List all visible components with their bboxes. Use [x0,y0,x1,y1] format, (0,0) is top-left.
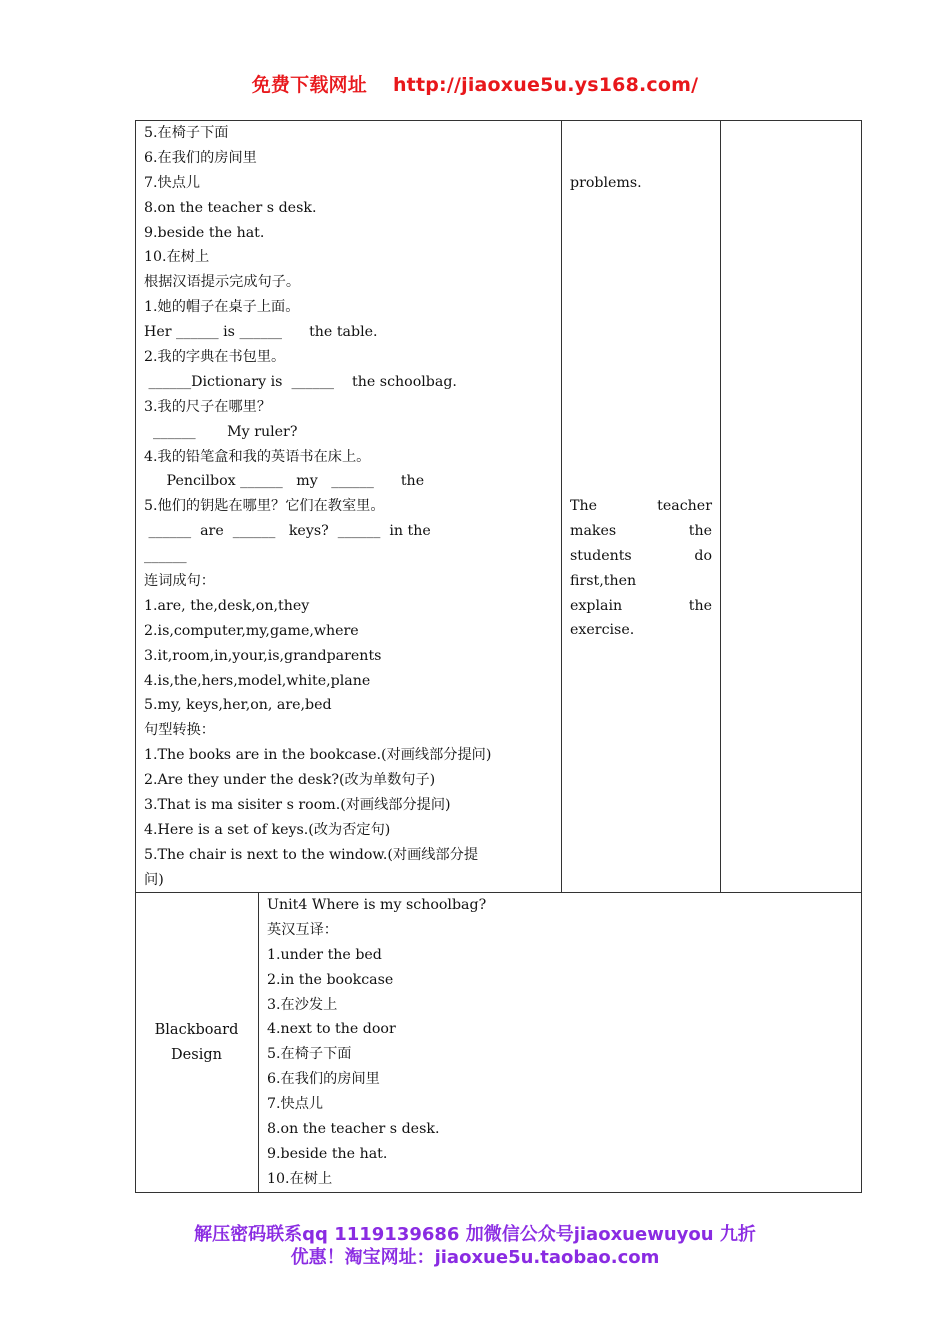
upper-col-divider-2 [720,120,721,892]
exercise-line: 根据汉语提示完成句子。 [144,274,301,291]
exercise-line: Pencilbox ______ my ______ the [144,473,425,490]
exercise-line: 3.That is ma sisiter s room.(对画线部分提问) [144,797,451,814]
method-word: exercise. [570,622,635,639]
exercise-line: 句型转换： [144,722,215,739]
blackboard-line: 英汉互译： [267,921,338,938]
method-word: first,then [570,572,637,589]
method-word: the [688,597,712,614]
middle-column-top [570,121,642,221]
method-word: teacher [657,498,712,514]
method-line [570,618,712,643]
exercise-line: 1.The books are in the bookcase.(对画线部分提问) [144,747,492,764]
method-line [570,569,712,594]
blackboard-line: 2.in the bookcase [267,971,394,988]
exercise-line: 7.快点儿 [144,174,201,191]
blackboard-label-line2: Design [171,1046,222,1063]
exercise-line: 2.我的字典在书包里。 [144,349,286,366]
method-word: The [570,498,597,514]
exercise-line: Her ______ is ______ the table. [144,324,378,341]
exercise-content [144,121,491,893]
exercise-line: 1.are, the,desk,on,they [144,597,310,614]
exercise-line: 5.The chair is next to the window.(对画线部分提 [144,846,479,863]
blackboard-line: 6.在我们的房间里 [267,1071,380,1088]
exercise-line: 2.Are they under the desk?(改为单数句子) [144,772,436,789]
exercise-line: 5.在椅子下面 [144,125,229,141]
header-label: 免费下载网址 [251,74,367,96]
lower-col-divider [258,892,259,1193]
footer-contact: 解压密码联系qq 1119139686 加微信公众号jiaoxuewuyou 九折 [194,1224,756,1245]
exercise-line: 1.她的帽子在桌子上面。 [144,299,300,316]
exercise-line: 5.他们的钥匙在哪里？它们在教室里。 [144,498,385,515]
method-line [570,519,712,544]
header-url[interactable]: http://jiaoxue5u.ys168.com/ [392,74,699,96]
method-word: explain [570,597,623,614]
exercise-line: 3.我的尺子在哪里？ [144,398,272,415]
blackboard-design-label [135,1018,258,1068]
exercise-line: 4.我的铅笔盒和我的英语书在床上。 [144,448,371,465]
exercise-line: 8.on the teacher s desk. [144,199,317,216]
blackboard-line: 10.在树上 [267,1170,333,1187]
method-word: makes [570,522,617,539]
method-word: do [694,547,712,564]
exercise-line: ______ are ______ keys? ______ in the [144,523,431,540]
blackboard-line: 3.在沙发上 [267,996,338,1013]
exercise-line: 9.beside the hat. [144,224,265,241]
blackboard-line: 7.快点儿 [267,1096,324,1113]
upper-col-divider-1 [561,120,562,892]
exercise-line: 5.my, keys,her,on, are,bed [144,697,332,714]
exercise-line: 问) [144,871,164,888]
blackboard-line: 5.在椅子下面 [267,1046,352,1063]
exercise-line: 2.is,computer,my,game,where [144,622,359,639]
exercise-line: 10.在树上 [144,249,210,266]
exercise-line: ______ [144,548,187,565]
blackboard-line: 9.beside the hat. [267,1145,388,1162]
problems-text: problems. [570,174,642,191]
blackboard-label-line1: Blackboard [154,1022,239,1038]
header-download-link[interactable] [0,70,950,97]
footer-shop[interactable]: 优惠！淘宝网址：jiaoxue5u.taobao.com [290,1247,660,1268]
blackboard-line: 8.on the teacher s desk. [267,1121,440,1138]
exercise-line: 4.Here is a set of keys.(改为否定句) [144,821,391,838]
blackboard-line: 1.under the bed [267,946,382,963]
exercise-line: 3.it,room,in,your,is,grandparents [144,647,382,664]
blackboard-line: Unit4 Where is my schoolbag? [267,897,487,913]
blackboard-line: 4.next to the door [267,1021,396,1038]
method-word: students [570,547,632,564]
method-line [570,544,712,569]
method-word: the [688,522,712,539]
method-line [570,494,712,519]
exercise-line: 4.is,the,hers,model,white,plane [144,672,371,689]
exercise-line: 连词成句： [144,573,215,590]
exercise-line: ______Dictionary is ______ the schoolbag. [144,373,457,390]
exercise-line: 6.在我们的房间里 [144,149,257,166]
method-line [570,594,712,619]
teaching-method [570,494,712,643]
blackboard-content [267,893,486,1192]
exercise-line: ______ My ruler? [144,423,298,440]
